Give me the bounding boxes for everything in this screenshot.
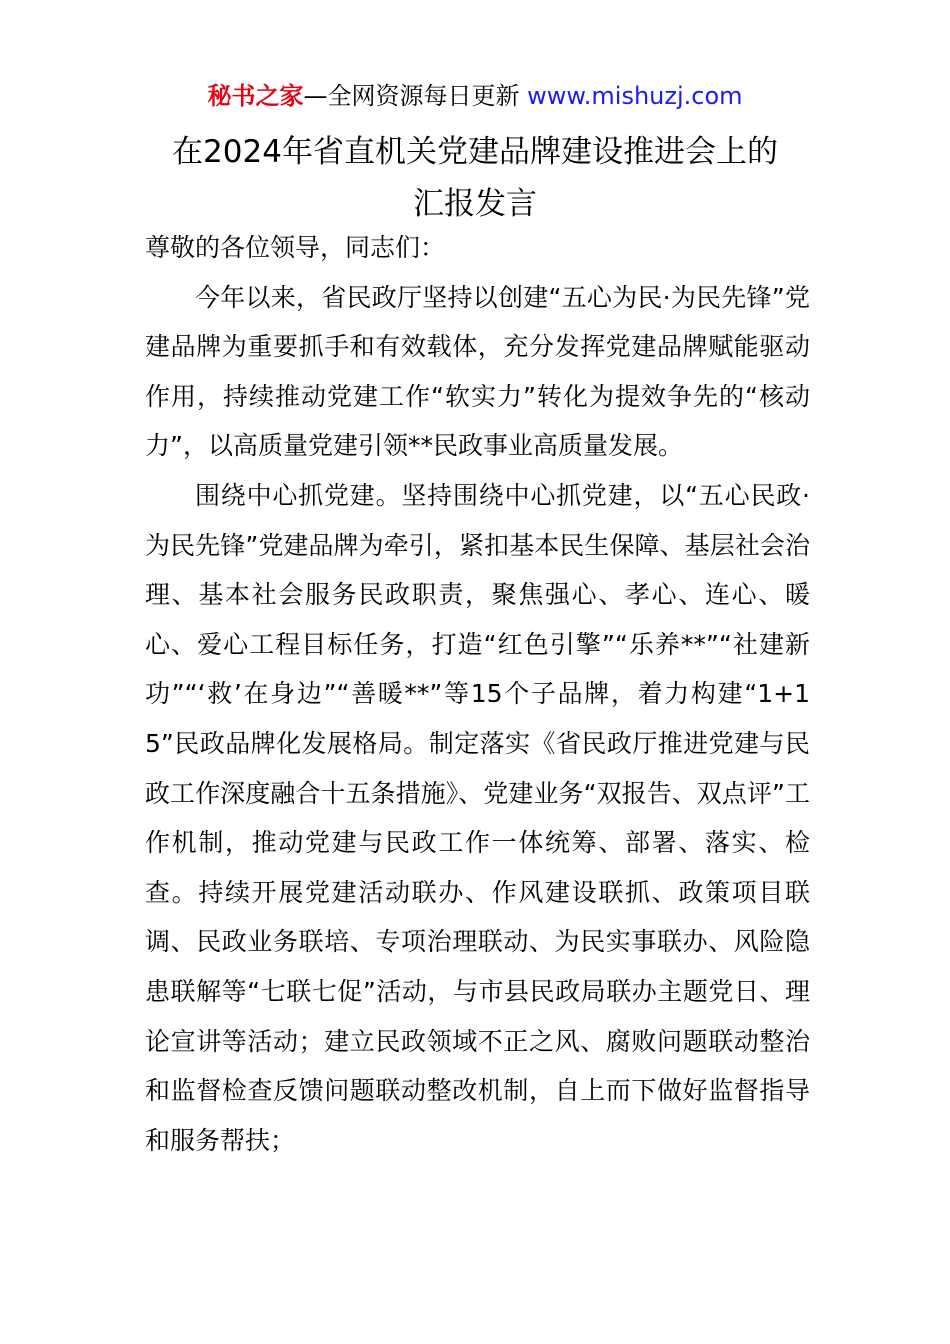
title-line-1: 在2024年省直机关党建品牌建设推进会上的 xyxy=(172,134,778,170)
title-line-2: 汇报发言 xyxy=(413,186,537,222)
site-url-link[interactable]: www.mishuzj.com xyxy=(527,82,743,110)
header-tagline: —全网资源每日更新 xyxy=(303,82,528,110)
site-header xyxy=(0,80,950,112)
paragraph-intro: 今年以来，省民政厅坚持以创建“五心为民·为民先锋”党建品牌为重要抓手和有效载体，充分发挥党建品牌赋能驱动作用，持续推动党建工作“软实力”转化为提效争先的“核动力”，以高质量党建引领**民政事业高质量发展。 xyxy=(145,282,810,461)
salutation: 尊敬的各位领导，同志们： xyxy=(145,233,446,262)
document-body xyxy=(145,223,810,1165)
paragraph-center-party-building: 围绕中心抓党建。坚持围绕中心抓党建，以“五心民政·为民先锋”党建品牌为牵引，紧扣基本民生保障、基层社会治理、基本社会服务民政职责，聚焦强心、孝心、连心、暖心、爱心工程目标任务，打造“红色引擎”“乐养**”“社建新功”“‘救’在身边”“善暖**”等15个子品牌，着力构建“1+15”民政品牌化发展格局。制定落实《省民政厅推进党建与民政工作深度融合十五条措施》、党建业务“双报告、双点评”工作机制，推动党建与民政工作一体统筹、部署、落实、检查。持续开展党建活动联办、作风建设联抓、政策项目联调、民政业务联培、专项治理联动、为民实事联办、风险隐患联解等“七联七促”活动，与市县民政局联办主题党日、理论宣讲等活动；建立民政领域不正之风、腐败问题联动整治和监督检查反馈问题联动整改机制，自上而下做好监督指导和服务帮扶； xyxy=(145,480,810,1155)
document-title xyxy=(0,126,950,230)
brand-name: 秘书之家 xyxy=(207,82,304,110)
